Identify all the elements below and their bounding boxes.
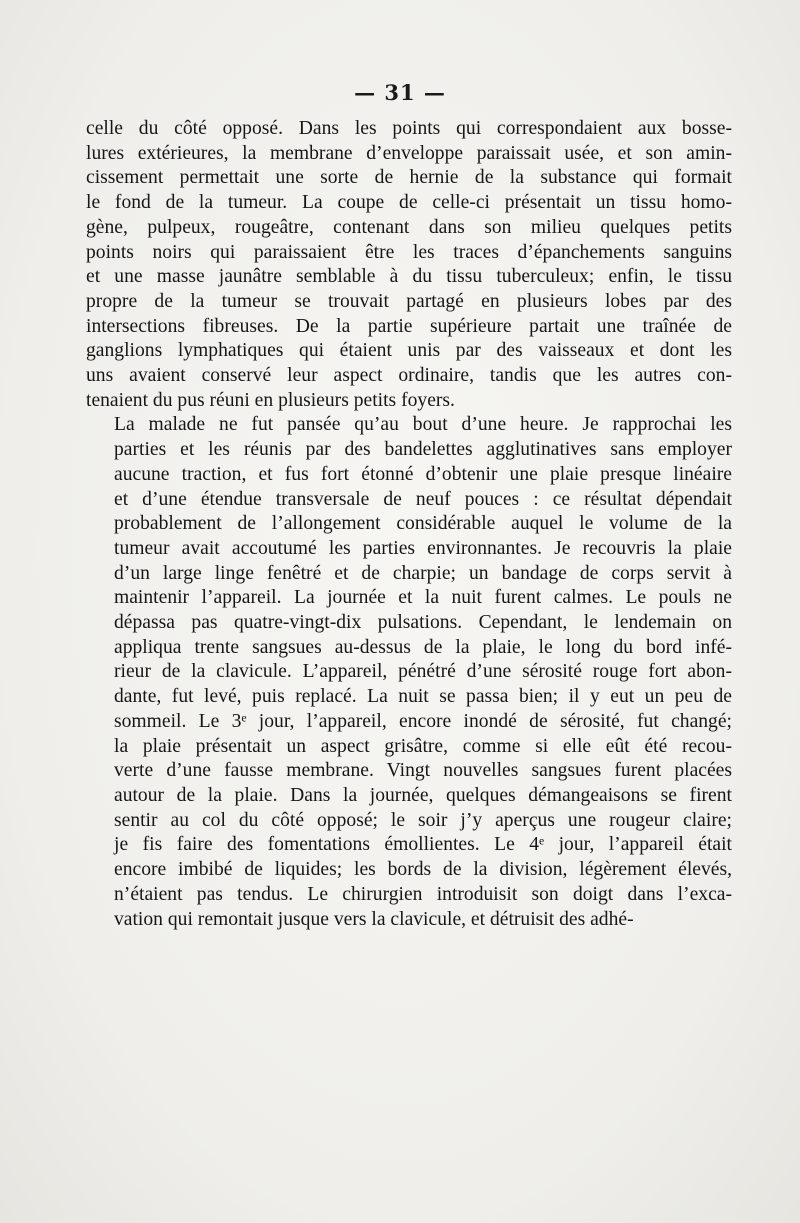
text-line: intersections fibreuses. De la partie supérieure partait une traînée de <box>86 315 732 337</box>
text-line: lures extérieures, la membrane d’enveloppe paraissait usée, et son amin- <box>86 142 732 164</box>
body-text <box>86 117 732 932</box>
text-line: uns avaient conservé leur aspect ordinaire, tandis que les autres con- <box>86 365 732 387</box>
text-line: et d’une étendue transversale de neuf pouces : ce résultat dépendait <box>114 488 732 510</box>
text-line: le fond de la tumeur. La coupe de celle-ci présentait un tissu homo- <box>86 192 732 214</box>
text-line: vation qui remontait jusque vers la clavicule, et détruisit des adhé- <box>114 908 634 930</box>
text-line: encore imbibé de liquides; les bords de la division, légèrement élevés, <box>114 859 732 881</box>
text-line: appliqua trente sangsues au-dessus de la plaie, le long du bord infé- <box>114 636 732 658</box>
text-line: celle du côté opposé. Dans les points qui correspondaient aux bosse- <box>86 118 732 139</box>
text-line: gène, pulpeux, rougeâtre, contenant dans son milieu quelques petits <box>86 216 732 238</box>
text-line: tenaient du pus réuni en plusieurs petits foyers. <box>86 389 455 411</box>
text-line: verte d’une fausse membrane. Vingt nouvelles sangsues furent placées <box>114 760 732 782</box>
text-line: ganglions lymphatiques qui étaient unis par des vaisseaux et dont les <box>86 340 732 362</box>
text-line: d’un large linge fenêtré et de charpie; un bandage de corps servit à <box>114 562 732 584</box>
text-line: sentir au col du côté opposé; le soir j’y aperçus une rougeur claire; <box>114 809 732 831</box>
text-line: dépassa pas quatre-vingt-dix pulsations. Cependant, le lendemain on <box>114 612 732 634</box>
text-line: cissement permettait une sorte de hernie de la substance qui formait <box>86 167 732 189</box>
text-line: propre de la tumeur se trouvait partagé en plusieurs lobes par des <box>86 290 732 312</box>
text-line: je fis faire des fomentations émollientes. Le 4ᵉ jour, l’appareil était <box>114 834 732 856</box>
text-line: et une masse jaunâtre semblable à du tissu tuberculeux; enfin, le tissu <box>86 266 732 288</box>
text-line: n’étaient pas tendus. Le chirurgien introduisit son doigt dans l’exca- <box>114 883 732 905</box>
text-line: tumeur avait accoutumé les parties environnantes. Je recouvris la plaie <box>114 537 732 559</box>
text-line: rieur de la clavicule. L’appareil, pénétré d’une sérosité rouge fort abon- <box>114 661 732 683</box>
text-line: maintenir l’appareil. La journée et la nuit furent calmes. Le pouls ne <box>114 587 732 609</box>
text-line: probablement de l’allongement considérable auquel le volume de la <box>114 513 732 535</box>
text-line: points noirs qui paraissaient être les traces d’épanchements sanguins <box>86 241 732 263</box>
text-line: parties et les réunis par des bandelettes agglutinatives sans employer <box>114 439 732 461</box>
text-line: la plaie présentait un aspect grisâtre, comme si elle eût été recou- <box>114 735 732 757</box>
text-line: dante, fut levé, puis replacé. La nuit se passa bien; il y eut un peu de <box>114 686 732 708</box>
paragraph-2 <box>86 413 732 932</box>
text-line: autour de la plaie. Dans la journée, quelques démangeaisons se firent <box>114 784 732 806</box>
text-line: sommeil. Le 3ᵉ jour, l’appareil, encore inondé de sérosité, fut changé; <box>114 710 732 732</box>
page-number: — 31 — <box>354 80 446 105</box>
text-line: La malade ne fut pansée qu’au bout d’une heure. Je rapprochai les <box>114 414 732 436</box>
text-line: aucune traction, et fus fort étonné d’obtenir une plaie presque linéaire <box>114 463 732 485</box>
paragraph-1 <box>86 117 732 413</box>
